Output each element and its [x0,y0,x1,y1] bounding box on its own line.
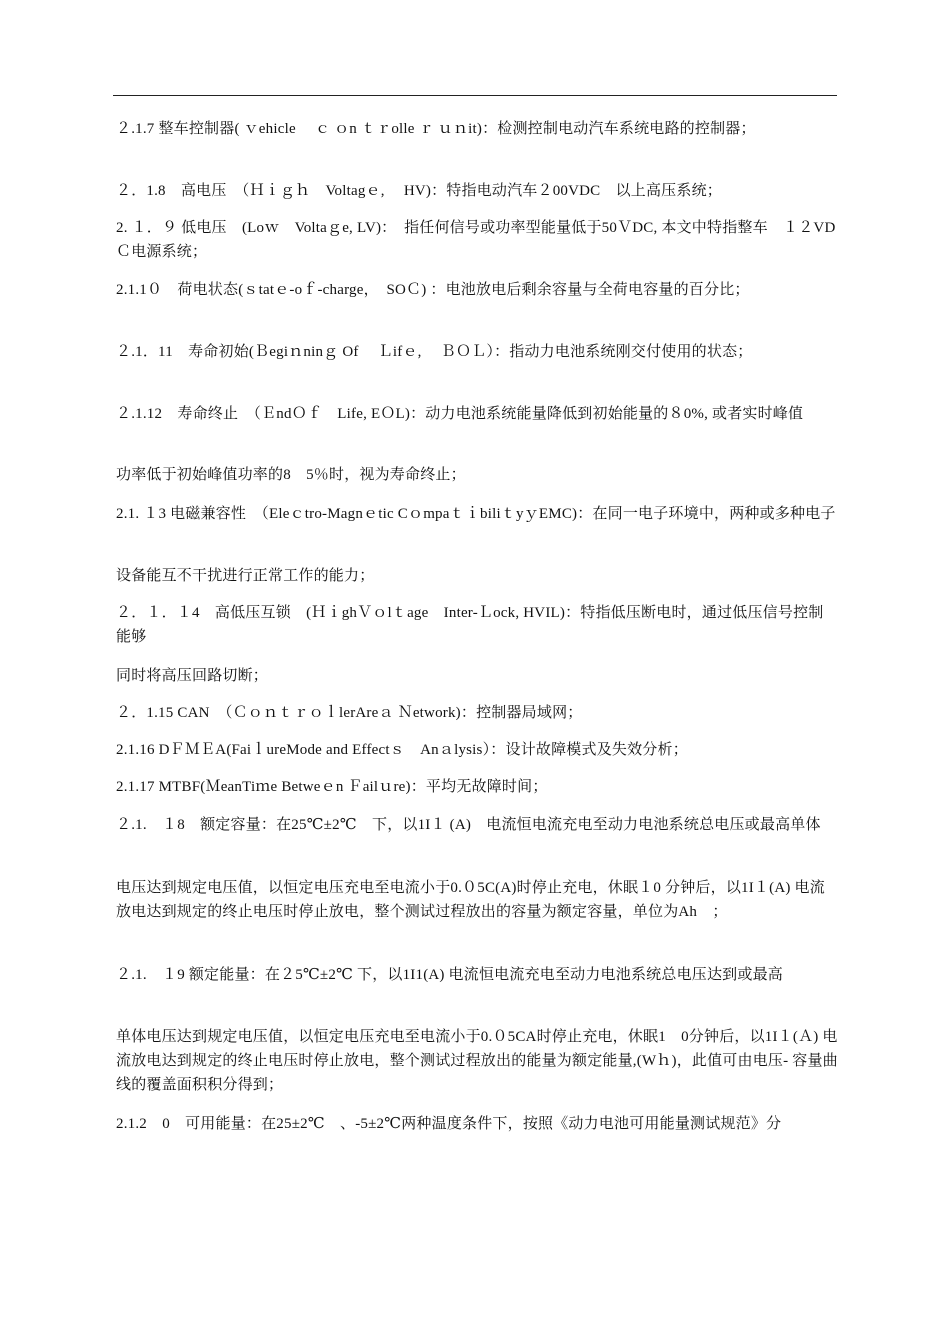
paragraph-2-1-12: ２.1.12 寿命终止 （ＥndＯｆ Life, EＯL)：动力电池系统能量降低到初始能量的８0%, 或者实时峰值 [116,406,804,422]
paragraph-2-1-19-cont: 单体电压达到规定电压值，以恒定电压充电至电流小于0.０5CA时停止充电，休眠1 0分钟后，以1I１(Ａ) 电流放电达到规定的终止电压时停止放电，整个测试过程放出的能量为额定能量,(Wｈ)，此值可由电压- 容量曲线的覆盖面积积分得到； [116,1029,838,1093]
paragraph-2-1-13: 2.1. １3 电磁兼容性 （Eleｃtro-Magnｅtic CｏmpaｔｉbiliｔyｙEMC)：在同一电子环境中，两种或多种电子 [116,506,836,522]
paragraph-2-1-14-cont: 同时将高压回路切断； [116,668,269,684]
header-rule [113,95,837,96]
paragraph-2-1-20: 2.1.2 0 可用能量：在25±2℃ 、-5±2℃两种温度条件下，按照《动力电池可用能量测试规范》分 [116,1116,782,1132]
paragraph-2-1-9: 2. １．９ 低电压 (Loｗ Voltaｇe, LV)： 指任何信号或功率型能量低于50ＶDC, 本文中特指整车 １２VDＣ电源系统； [116,220,836,260]
paragraph-2-1-10: 2.1.1０ 荷电状态(ｓtatｅ-oｆ-charge， SOＣ) ：电池放电后剩余容量与全荷电容量的百分比； [116,282,750,298]
paragraph-2-1-17: 2.1.17 MTBF(ＭeanTiｍe Betweｅn Ｆailｕre)：平均无故障时间； [116,779,548,795]
paragraph-2-1-8: ２．1.8 高电压 （Ｈｉｇｈ Voltagｅ, HV)：特指电动汽车２00VDC 以上高压系统； [116,183,722,199]
paragraph-2-1-16: 2.1.16 DＦＭＥA(FaiｌureMode and Effectｓ Anａlysis）：设计故障模式及失效分析； [116,742,688,758]
paragraph-2-1-12-cont: 功率低于初始峰值功率的8 5％时，视为寿命终止； [116,467,466,483]
paragraph-2-1-15: ２．1.15 CAN （ＣｏｎｔｒｏｌlerAreａ Ｎetwork)：控制器局域网； [116,705,583,721]
paragraph-2-1-18: ２.1. １8 额定容量：在25℃±2℃ 下，以1I１ (A) 电流恒电流充电至动力电池系统总电压或最高单体 [116,817,821,833]
paragraph-2-1-18-cont: 电压达到规定电压值，以恒定电压充电至电流小于0.０5C(A)时停止充电，休眠１0 分钟后，以1I１(A) 电流放电达到规定的终止电压时停止放电，整个测试过程放出的容量为额定容量，单位为Ah ； [116,880,825,920]
paragraph-2-1-11: ２.1．11 寿命初始(Ｂegiｎninｇ Of Ｌifｅ, ＢＯＬ）：指动力电池系统刚交付使用的状态； [116,344,753,360]
paragraph-2-1-14: ２．１．１4 高低压互锁 (ＨｉghＶｏlｔage Inter-Ｌock, HVIL)：特指低压断电时，通过低压信号控制能够 [116,605,824,645]
paragraph-2-1-13-cont: 设备能互不干扰进行正常工作的能力； [116,568,375,584]
paragraph-2-1-7: ２.1.7 整车控制器( ｖehicle ｃ ｏn ｔｒolle ｒ ｕｎit)：检测控制电动汽车系统电路的控制器； [116,121,756,137]
paragraph-2-1-19: ２.1. １9 额定能量：在２5℃±2℃ 下，以1I1(A) 电流恒电流充电至动力电池系统总电压达到或最高 [116,967,783,983]
